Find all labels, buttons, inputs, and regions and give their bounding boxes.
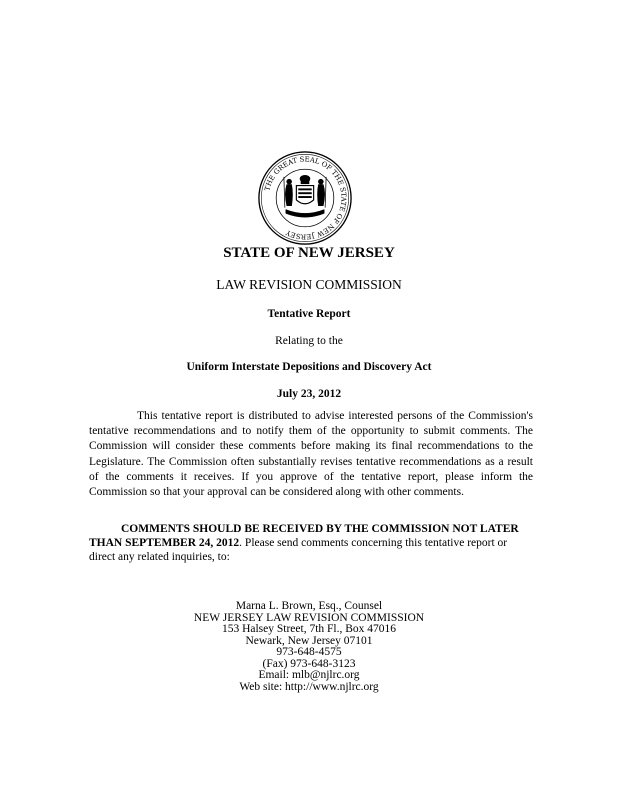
comments-instructions: . Please send comments concerning this tentative report or direct any related inquiries, to: <box>89 537 508 563</box>
contact-website[interactable]: Web site: http://www.njlrc.org <box>239 680 379 693</box>
report-type: Tentative Report <box>267 308 351 320</box>
contact-org: NEW JERSEY LAW REVISION COMMISSION <box>193 611 425 624</box>
commission-name: LAW REVISION COMMISSION <box>216 277 402 292</box>
comments-deadline: COMMENTS SHOULD BE RECEIVED BY THE COMMISSION NOT LATER THAN SEPTEMBER 24, 2012 <box>89 523 519 549</box>
report-date: July 23, 2012 <box>276 388 342 400</box>
relating-line: Relating to the <box>275 335 343 347</box>
contact-block <box>0 601 618 693</box>
contact-email[interactable]: Email: mlb@njlrc.org <box>258 669 360 681</box>
seal-ring-text: THE GREAT SEAL OF THE STATE OF NEW JERSEY <box>263 155 348 241</box>
comments-paragraph <box>89 522 529 564</box>
contact-fax: (Fax) 973-648-3123 <box>262 657 356 670</box>
state-seal-icon <box>257 150 353 246</box>
document-title: STATE OF NEW JERSEY <box>223 245 395 261</box>
intro-paragraph: This tentative report is distributed to advise interested persons of the Commission's tentative recommendations and to notify them of the opportunity to submit comments. The Commission will consider these comments before making its final recommendations to the Legislature. The Commission often substantially revises tentative recommendations as a result of the comments it receives. If you approve of the tentative report, please inform the Commission so that your approval can be considered along with other comments. <box>89 410 533 499</box>
contact-name: Marna L. Brown, Esq., Counsel <box>235 600 383 612</box>
act-name: Uniform Interstate Depositions and Discovery Act <box>186 361 432 373</box>
contact-street: 153 Halsey Street, 7th Fl., Box 47016 <box>221 623 397 635</box>
contact-city: Newark, New Jersey 07101 <box>245 634 373 647</box>
contact-phone: 973-648-4575 <box>276 646 342 658</box>
